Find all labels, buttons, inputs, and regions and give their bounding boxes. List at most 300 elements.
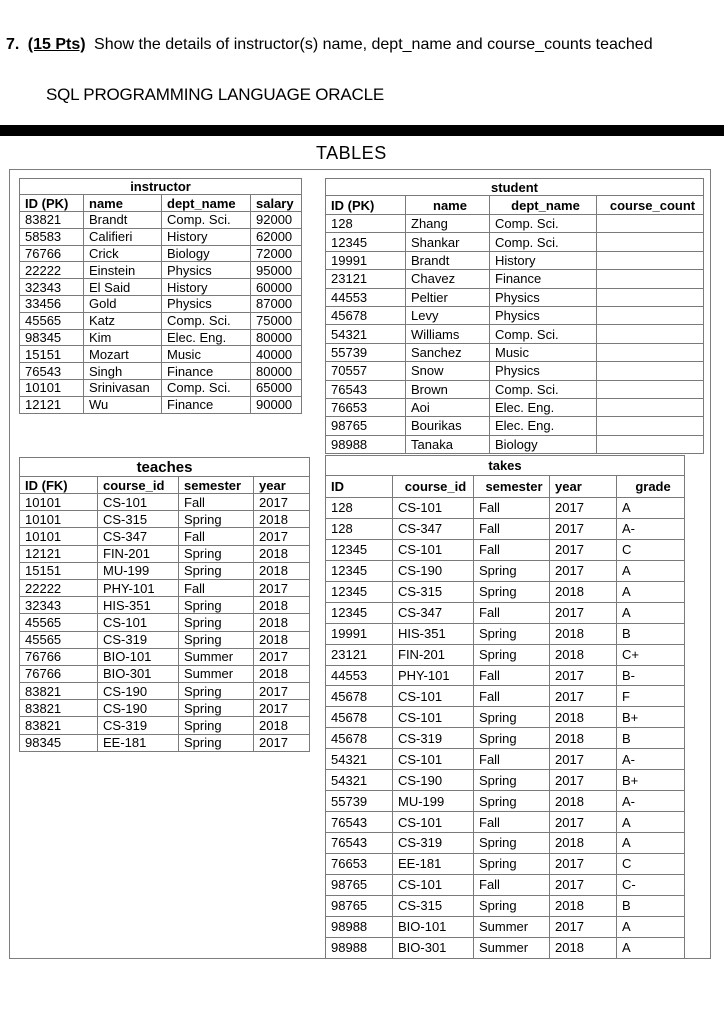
takes-cell: Spring xyxy=(474,833,550,854)
takes-row xyxy=(326,916,685,937)
student-cell: Physics xyxy=(490,306,597,324)
instructor-row xyxy=(20,379,302,396)
instructor-column-header: dept_name xyxy=(162,195,251,212)
student-cell: History xyxy=(490,251,597,269)
takes-cell: Spring xyxy=(474,895,550,916)
takes-row xyxy=(326,833,685,854)
takes-cell: 44553 xyxy=(326,665,393,686)
teaches-cell: Spring xyxy=(179,545,254,562)
teaches-cell: PHY-101 xyxy=(98,579,179,596)
teaches-cell: CS-319 xyxy=(98,631,179,648)
teaches-cell: 76766 xyxy=(20,665,98,682)
teaches-cell: 2017 xyxy=(254,579,310,596)
takes-column-header: semester xyxy=(474,476,550,498)
takes-cell: Fall xyxy=(474,686,550,707)
teaches-cell: HIS-351 xyxy=(98,597,179,614)
takes-cell: A xyxy=(617,916,685,937)
question-line xyxy=(6,36,653,54)
instructor-column-header: ID (PK) xyxy=(20,195,84,212)
instructor-cell: El Said xyxy=(84,279,162,296)
instructor-cell: 40000 xyxy=(251,346,302,363)
teaches-cell: 10101 xyxy=(20,511,98,528)
takes-cell: 98988 xyxy=(326,916,393,937)
teaches-row xyxy=(20,631,310,648)
takes-cell: B- xyxy=(617,665,685,686)
student-cell: Zhang xyxy=(406,215,490,233)
takes-cell: 55739 xyxy=(326,791,393,812)
takes-cell: 128 xyxy=(326,498,393,519)
student-cell: 55739 xyxy=(326,343,406,361)
takes-row xyxy=(326,665,685,686)
student-cell xyxy=(597,417,704,435)
takes-cell: Spring xyxy=(474,560,550,581)
takes-cell: Fall xyxy=(474,665,550,686)
student-table xyxy=(325,178,704,454)
instructor-cell: Elec. Eng. xyxy=(162,329,251,346)
takes-cell: Fall xyxy=(474,539,550,560)
teaches-cell: BIO-101 xyxy=(98,648,179,665)
takes-column-header: grade xyxy=(617,476,685,498)
instructor-cell: Physics xyxy=(162,295,251,312)
student-row xyxy=(326,233,704,251)
takes-cell: Spring xyxy=(474,728,550,749)
takes-cell: EE-181 xyxy=(393,853,474,874)
teaches-cell: CS-315 xyxy=(98,511,179,528)
takes-cell: 2017 xyxy=(550,602,617,623)
takes-cell: CS-101 xyxy=(393,707,474,728)
takes-cell: B xyxy=(617,728,685,749)
student-cell: Sanchez xyxy=(406,343,490,361)
takes-cell: CS-101 xyxy=(393,539,474,560)
takes-row xyxy=(326,770,685,791)
teaches-table xyxy=(19,457,310,752)
instructor-row xyxy=(20,346,302,363)
teaches-cell: 83821 xyxy=(20,717,98,734)
student-cell: Comp. Sci. xyxy=(490,325,597,343)
takes-title: takes xyxy=(326,456,685,476)
instructor-cell: 76543 xyxy=(20,363,84,380)
teaches-cell: Summer xyxy=(179,665,254,682)
student-cell: Levy xyxy=(406,306,490,324)
instructor-cell: Singh xyxy=(84,363,162,380)
takes-cell: 2017 xyxy=(550,853,617,874)
takes-cell: C xyxy=(617,539,685,560)
takes-row xyxy=(326,623,685,644)
teaches-column-header: semester xyxy=(179,477,254,494)
student-row xyxy=(326,325,704,343)
teaches-row xyxy=(20,545,310,562)
takes-cell: CS-101 xyxy=(393,874,474,895)
teaches-cell: 83821 xyxy=(20,700,98,717)
takes-cell: B xyxy=(617,623,685,644)
instructor-row xyxy=(20,262,302,279)
takes-row xyxy=(326,749,685,770)
divider-bar xyxy=(0,125,724,136)
student-header-row xyxy=(326,196,704,215)
takes-cell: F xyxy=(617,686,685,707)
teaches-row xyxy=(20,528,310,545)
takes-row xyxy=(326,498,685,519)
teaches-cell: 2018 xyxy=(254,597,310,614)
takes-cell: 2017 xyxy=(550,770,617,791)
takes-row xyxy=(326,812,685,833)
takes-row xyxy=(326,728,685,749)
takes-row xyxy=(326,791,685,812)
takes-cell: A xyxy=(617,937,685,958)
teaches-cell: Spring xyxy=(179,683,254,700)
teaches-cell: Fall xyxy=(179,528,254,545)
instructor-cell: 10101 xyxy=(20,379,84,396)
takes-header-row xyxy=(326,476,685,498)
teaches-cell: 2018 xyxy=(254,665,310,682)
takes-cell: 2017 xyxy=(550,498,617,519)
instructor-row xyxy=(20,212,302,229)
student-cell: 98765 xyxy=(326,417,406,435)
takes-cell: FIN-201 xyxy=(393,644,474,665)
student-title: student xyxy=(326,179,704,196)
student-cell: Physics xyxy=(490,362,597,380)
teaches-row xyxy=(20,511,310,528)
teaches-cell: Spring xyxy=(179,511,254,528)
student-cell xyxy=(597,233,704,251)
teaches-cell: 12121 xyxy=(20,545,98,562)
takes-cell: MU-199 xyxy=(393,791,474,812)
instructor-cell: 65000 xyxy=(251,379,302,396)
takes-cell: CS-190 xyxy=(393,770,474,791)
teaches-cell: EE-181 xyxy=(98,734,179,751)
takes-cell: A xyxy=(617,498,685,519)
teaches-cell: 32343 xyxy=(20,597,98,614)
takes-cell: 12345 xyxy=(326,581,393,602)
teaches-cell: 2018 xyxy=(254,562,310,579)
instructor-table xyxy=(19,178,302,414)
takes-column-header: ID xyxy=(326,476,393,498)
student-cell: Peltier xyxy=(406,288,490,306)
takes-cell: B+ xyxy=(617,770,685,791)
student-cell xyxy=(597,398,704,416)
teaches-cell: Spring xyxy=(179,734,254,751)
teaches-cell: 10101 xyxy=(20,528,98,545)
takes-cell: Spring xyxy=(474,707,550,728)
takes-row xyxy=(326,518,685,539)
instructor-cell: History xyxy=(162,279,251,296)
instructor-column-header: name xyxy=(84,195,162,212)
instructor-cell: 45565 xyxy=(20,312,84,329)
takes-cell: Spring xyxy=(474,644,550,665)
takes-cell: A- xyxy=(617,791,685,812)
teaches-row xyxy=(20,579,310,596)
teaches-cell: Spring xyxy=(179,597,254,614)
student-cell: 76543 xyxy=(326,380,406,398)
takes-cell: 76543 xyxy=(326,833,393,854)
student-cell: Brandt xyxy=(406,251,490,269)
takes-row xyxy=(326,539,685,560)
instructor-cell: Mozart xyxy=(84,346,162,363)
student-cell: Finance xyxy=(490,270,597,288)
instructor-row xyxy=(20,312,302,329)
teaches-cell: 45565 xyxy=(20,614,98,631)
instructor-cell: 15151 xyxy=(20,346,84,363)
student-cell xyxy=(597,288,704,306)
teaches-cell: 2017 xyxy=(254,528,310,545)
instructor-row xyxy=(20,329,302,346)
takes-cell: 2017 xyxy=(550,812,617,833)
teaches-cell: MU-199 xyxy=(98,562,179,579)
teaches-cell: Spring xyxy=(179,717,254,734)
instructor-cell: 75000 xyxy=(251,312,302,329)
student-cell xyxy=(597,435,704,453)
instructor-cell: Finance xyxy=(162,363,251,380)
student-column-header: dept_name xyxy=(490,196,597,215)
takes-cell: 2017 xyxy=(550,749,617,770)
instructor-cell: 90000 xyxy=(251,396,302,413)
takes-cell: 98765 xyxy=(326,895,393,916)
student-row xyxy=(326,380,704,398)
student-cell xyxy=(597,362,704,380)
teaches-cell: Summer xyxy=(179,648,254,665)
takes-cell: CS-190 xyxy=(393,560,474,581)
instructor-cell: 62000 xyxy=(251,228,302,245)
teaches-cell: FIN-201 xyxy=(98,545,179,562)
instructor-cell: 83821 xyxy=(20,212,84,229)
teaches-cell: 22222 xyxy=(20,579,98,596)
takes-row xyxy=(326,581,685,602)
student-cell: 54321 xyxy=(326,325,406,343)
takes-cell: 2018 xyxy=(550,644,617,665)
takes-cell: Fall xyxy=(474,874,550,895)
question-text: Show the details of instructor(s) name, dept_name and course_counts teached xyxy=(94,36,653,53)
takes-cell: Spring xyxy=(474,853,550,874)
instructor-row xyxy=(20,245,302,262)
takes-cell: A xyxy=(617,581,685,602)
teaches-cell: 2017 xyxy=(254,494,310,511)
teaches-cell: Spring xyxy=(179,700,254,717)
student-row xyxy=(326,270,704,288)
student-cell: 98988 xyxy=(326,435,406,453)
takes-cell: B+ xyxy=(617,707,685,728)
takes-cell: 98765 xyxy=(326,874,393,895)
student-cell: 19991 xyxy=(326,251,406,269)
teaches-cell: CS-347 xyxy=(98,528,179,545)
teaches-cell: 76766 xyxy=(20,648,98,665)
instructor-cell: 22222 xyxy=(20,262,84,279)
student-cell: Bourikas xyxy=(406,417,490,435)
teaches-cell: 2017 xyxy=(254,683,310,700)
takes-cell: 2017 xyxy=(550,518,617,539)
student-row xyxy=(326,288,704,306)
question-number: 7. xyxy=(6,36,20,53)
instructor-cell: 33456 xyxy=(20,295,84,312)
takes-cell: CS-315 xyxy=(393,581,474,602)
teaches-cell: 10101 xyxy=(20,494,98,511)
takes-cell: 76653 xyxy=(326,853,393,874)
teaches-cell: 2017 xyxy=(254,734,310,751)
takes-cell: CS-101 xyxy=(393,812,474,833)
takes-cell: 2018 xyxy=(550,791,617,812)
student-column-header: course_count xyxy=(597,196,704,215)
student-cell: 70557 xyxy=(326,362,406,380)
teaches-row xyxy=(20,683,310,700)
teaches-row xyxy=(20,717,310,734)
instructor-cell: 80000 xyxy=(251,363,302,380)
student-cell: Elec. Eng. xyxy=(490,417,597,435)
takes-cell: B xyxy=(617,895,685,916)
teaches-row xyxy=(20,665,310,682)
student-cell: Aoi xyxy=(406,398,490,416)
instructor-cell: 92000 xyxy=(251,212,302,229)
instructor-cell: Gold xyxy=(84,295,162,312)
takes-cell: 2018 xyxy=(550,581,617,602)
takes-cell: A- xyxy=(617,518,685,539)
takes-cell: Summer xyxy=(474,916,550,937)
takes-cell: 76543 xyxy=(326,812,393,833)
takes-cell: Spring xyxy=(474,791,550,812)
student-cell: 12345 xyxy=(326,233,406,251)
student-cell xyxy=(597,380,704,398)
instructor-cell: Music xyxy=(162,346,251,363)
takes-cell: CS-319 xyxy=(393,728,474,749)
takes-cell: C xyxy=(617,853,685,874)
instructor-cell: History xyxy=(162,228,251,245)
takes-cell: CS-101 xyxy=(393,686,474,707)
student-cell: 128 xyxy=(326,215,406,233)
takes-cell: CS-101 xyxy=(393,498,474,519)
takes-cell: 2018 xyxy=(550,728,617,749)
instructor-cell: Finance xyxy=(162,396,251,413)
teaches-cell: 2018 xyxy=(254,511,310,528)
takes-column-header: year xyxy=(550,476,617,498)
takes-cell: 45678 xyxy=(326,686,393,707)
student-row xyxy=(326,215,704,233)
question-points: (15 Pts) xyxy=(27,36,86,53)
takes-cell: C+ xyxy=(617,644,685,665)
takes-cell: 2018 xyxy=(550,623,617,644)
takes-cell: A- xyxy=(617,749,685,770)
instructor-column-header: salary xyxy=(251,195,302,212)
student-cell xyxy=(597,325,704,343)
instructor-cell: Comp. Sci. xyxy=(162,312,251,329)
teaches-cell: CS-319 xyxy=(98,717,179,734)
student-cell: Tanaka xyxy=(406,435,490,453)
takes-cell: 12345 xyxy=(326,602,393,623)
takes-row xyxy=(326,707,685,728)
instructor-cell: Brandt xyxy=(84,212,162,229)
teaches-cell: Fall xyxy=(179,494,254,511)
takes-cell: CS-347 xyxy=(393,518,474,539)
student-row xyxy=(326,435,704,453)
takes-cell: Fall xyxy=(474,749,550,770)
takes-cell: Spring xyxy=(474,770,550,791)
instructor-cell: Physics xyxy=(162,262,251,279)
teaches-cell: 2018 xyxy=(254,717,310,734)
student-cell: Comp. Sci. xyxy=(490,233,597,251)
instructor-cell: 80000 xyxy=(251,329,302,346)
teaches-cell: CS-101 xyxy=(98,614,179,631)
takes-cell: C- xyxy=(617,874,685,895)
teaches-row xyxy=(20,494,310,511)
takes-cell: 54321 xyxy=(326,770,393,791)
takes-cell: 2017 xyxy=(550,539,617,560)
teaches-cell: Fall xyxy=(179,579,254,596)
teaches-cell: Spring xyxy=(179,562,254,579)
student-cell: Williams xyxy=(406,325,490,343)
instructor-cell: 72000 xyxy=(251,245,302,262)
takes-cell: Fall xyxy=(474,518,550,539)
student-cell xyxy=(597,343,704,361)
instructor-header-row xyxy=(20,195,302,212)
takes-cell: A xyxy=(617,833,685,854)
takes-cell: 2018 xyxy=(550,833,617,854)
instructor-cell: Einstein xyxy=(84,262,162,279)
student-cell: Shankar xyxy=(406,233,490,251)
instructor-row xyxy=(20,396,302,413)
takes-row xyxy=(326,644,685,665)
instructor-cell: Kim xyxy=(84,329,162,346)
takes-cell: 12345 xyxy=(326,539,393,560)
instructor-cell: Comp. Sci. xyxy=(162,212,251,229)
teaches-cell: CS-101 xyxy=(98,494,179,511)
takes-cell: Fall xyxy=(474,602,550,623)
teaches-cell: 2018 xyxy=(254,545,310,562)
instructor-row xyxy=(20,228,302,245)
subtitle: SQL PROGRAMMING LANGUAGE ORACLE xyxy=(46,85,384,104)
takes-cell: 98988 xyxy=(326,937,393,958)
takes-cell: 45678 xyxy=(326,707,393,728)
instructor-cell: Biology xyxy=(162,245,251,262)
teaches-cell: 2018 xyxy=(254,631,310,648)
takes-cell: 23121 xyxy=(326,644,393,665)
takes-cell: 2017 xyxy=(550,874,617,895)
student-cell: Snow xyxy=(406,362,490,380)
student-cell: 76653 xyxy=(326,398,406,416)
takes-cell: A xyxy=(617,602,685,623)
teaches-column-header: ID (FK) xyxy=(20,477,98,494)
student-cell xyxy=(597,306,704,324)
student-cell: Biology xyxy=(490,435,597,453)
student-cell: Physics xyxy=(490,288,597,306)
takes-cell: 2018 xyxy=(550,707,617,728)
takes-row xyxy=(326,895,685,916)
tables-title: TABLES xyxy=(316,143,387,163)
teaches-row xyxy=(20,614,310,631)
teaches-column-header: course_id xyxy=(98,477,179,494)
teaches-row xyxy=(20,562,310,579)
student-row xyxy=(326,417,704,435)
student-row xyxy=(326,306,704,324)
instructor-cell: Srinivasan xyxy=(84,379,162,396)
student-row xyxy=(326,362,704,380)
takes-cell: CS-315 xyxy=(393,895,474,916)
takes-cell: 19991 xyxy=(326,623,393,644)
student-cell: Elec. Eng. xyxy=(490,398,597,416)
takes-cell: BIO-101 xyxy=(393,916,474,937)
student-cell: Brown xyxy=(406,380,490,398)
teaches-cell: 83821 xyxy=(20,683,98,700)
takes-cell: CS-101 xyxy=(393,749,474,770)
student-cell: 44553 xyxy=(326,288,406,306)
takes-cell: 2018 xyxy=(550,895,617,916)
takes-row xyxy=(326,686,685,707)
student-cell: Music xyxy=(490,343,597,361)
teaches-title: teaches xyxy=(20,458,310,477)
teaches-cell: Spring xyxy=(179,614,254,631)
instructor-cell: Crick xyxy=(84,245,162,262)
instructor-cell: 95000 xyxy=(251,262,302,279)
student-column-header: name xyxy=(406,196,490,215)
instructor-cell: Wu xyxy=(84,396,162,413)
teaches-row xyxy=(20,597,310,614)
takes-cell: PHY-101 xyxy=(393,665,474,686)
